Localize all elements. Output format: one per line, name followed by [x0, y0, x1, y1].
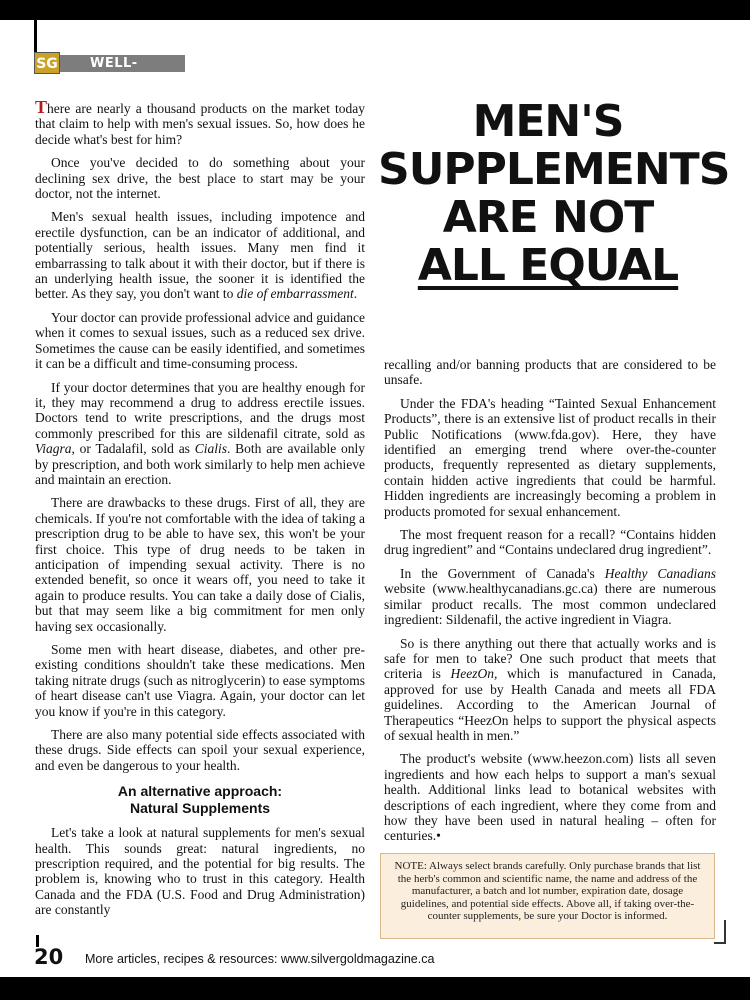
magazine-page: [0, 20, 750, 977]
note-box: NOTE: Always select brands carefully. Only purchase brands that list the herb's common and scientific name, the name and address of the manufacturer, a batch and lot number, expiration date, dosage guidelines, and potential side effects. Above all, if taking over-the-counter supplements, be sure your Doctor is informed.: [380, 853, 715, 939]
subheading-line-2: Natural Supplements: [129, 800, 271, 817]
headline-line-4: ALL EQUAL: [417, 240, 679, 291]
right-column: [384, 357, 716, 852]
magazine-logo: SG: [34, 52, 60, 74]
subheading-line-1: An alternative approach:: [117, 783, 283, 800]
paragraph: Let's take a look at natural supplements for men's sexual health. This sounds great: natural ingredients, no prescription required, and the potential for big results. The problem is, knowing who to trust in this category. Health Canada and the FDA (U.S. Food and Drug Administration) are constantly: [35, 825, 365, 918]
paragraph: Some men with heart disease, diabetes, and other pre-existing conditions shouldn't take these medications. Men taking nitrate drugs (such as nitroglycerin) to ease symptoms of heart disease can't use Viagra. Again, your doctor can let you know if you're in this category.: [35, 642, 365, 719]
page-number: 20: [34, 945, 64, 969]
paragraph: The most frequent reason for a recall? “Contains hidden drug ingredient” and “Contains undeclared drug ingredient”.: [384, 527, 716, 558]
paragraph: There are also many potential side effects associated with these drugs. Side effects can spoil your sexual experience, and even be dangerous to your health.: [35, 727, 365, 773]
article-headline: [378, 96, 730, 291]
headline-line-3: ARE NOT: [442, 192, 654, 243]
paragraph: Your doctor can provide professional advice and guidance when it comes to sexual issues, such as a reduced sex drive. Sometimes the cause can be easily identified, and sometimes it can be a difficult and time-consuming process.: [35, 309, 365, 372]
section-label: WELL-BEING: [60, 55, 185, 72]
left-column: [35, 97, 365, 926]
paragraph: recalling and/or banning products that are considered to be unsafe.: [384, 357, 716, 388]
paragraph: Under the FDA's heading “Tainted Sexual Enhancement Products”, there is an extensive list of product recalls in their Public Notifications (www.fda.gov). Here, they have identified an emerging trend where over-the-counter products, frequently represented as dietary supplements, contain hidden active ingredients that could be harmful. Hidden ingredients are increasingly becoming a problem in products promoted for sexual enhancement.: [384, 395, 716, 519]
paragraph: There are nearly a thousand products on the market today that claim to help with men's sexual issues. So, how does he decide what's best for him?: [35, 97, 365, 147]
paragraph: The product's website (www.heezon.com) lists all seven ingredients and how each helps to support a man's sexual health. Additional links lead to botanical websites with descriptions of each ingredient, where they come from and how they have been used in natural healing – often for centuries.•: [384, 751, 716, 844]
drop-cap: T: [35, 97, 48, 117]
headline-line-2: SUPPLEMENTS: [378, 144, 730, 195]
paragraph: If your doctor determines that you are healthy enough for it, they may recommend a drug to address erectile issues. Doctors tend to write prescriptions, and the drugs most commonly prescribed for this are sildenafil citrate, sold as Viagra, or Tadalafil, sold as Cialis. Both are available only by prescription, and both work similarly to help men achieve and maintain an erection.: [35, 379, 365, 487]
headline-line-1: MEN'S: [472, 96, 624, 147]
paragraph: So is there anything out there that actually works and is safe for men to take? One such product that meets that criteria is HeezOn, which is manufactured in Canada, approved for use by Health Canada and meets all FDA guidelines. According to the American Journal of Therapeutics “HeezOn helps to support the physical aspects of sexual health in men.”: [384, 635, 716, 743]
footer-text: More articles, recipes & resources: www.silvergoldmagazine.ca: [85, 952, 435, 966]
paragraph: Once you've decided to do something about your declining sex drive, the best place to start may be your doctor, not the internet.: [35, 155, 365, 202]
note-corner-decoration: [714, 920, 726, 944]
subheading: [35, 783, 365, 817]
paragraph: In the Government of Canada's Healthy Canadians website (www.healthycanadians.gc.ca) there are numerous similar product recalls. The most common undeclared ingredient: Sildenafil, the active ingredient in Viagra.: [384, 565, 716, 628]
paragraph: Men's sexual health issues, including impotence and erectile dysfunction, can be an indicator of additional, and potentially serious, health issues. Many men find it embarrassing to talk about it with their doctor, but if there is an underlying health issue, the sooner it is identified the better. As they say, you don't want to die of embarrassment.: [35, 209, 365, 302]
paragraph: There are drawbacks to these drugs. First of all, they are chemicals. If you're not comfortable with the idea of taking a prescription drug to be able to have sex, this won't be your first choice. This type of drug needs to be taken in anticipation of impending sexual activity. There is no extended benefit, so once it wears off, you need to take it again to produce results. You can take a daily dose of Cialis, but that may seem like a big commitment for men only having sex occasionally.: [35, 495, 365, 634]
header-rule: [34, 20, 37, 52]
